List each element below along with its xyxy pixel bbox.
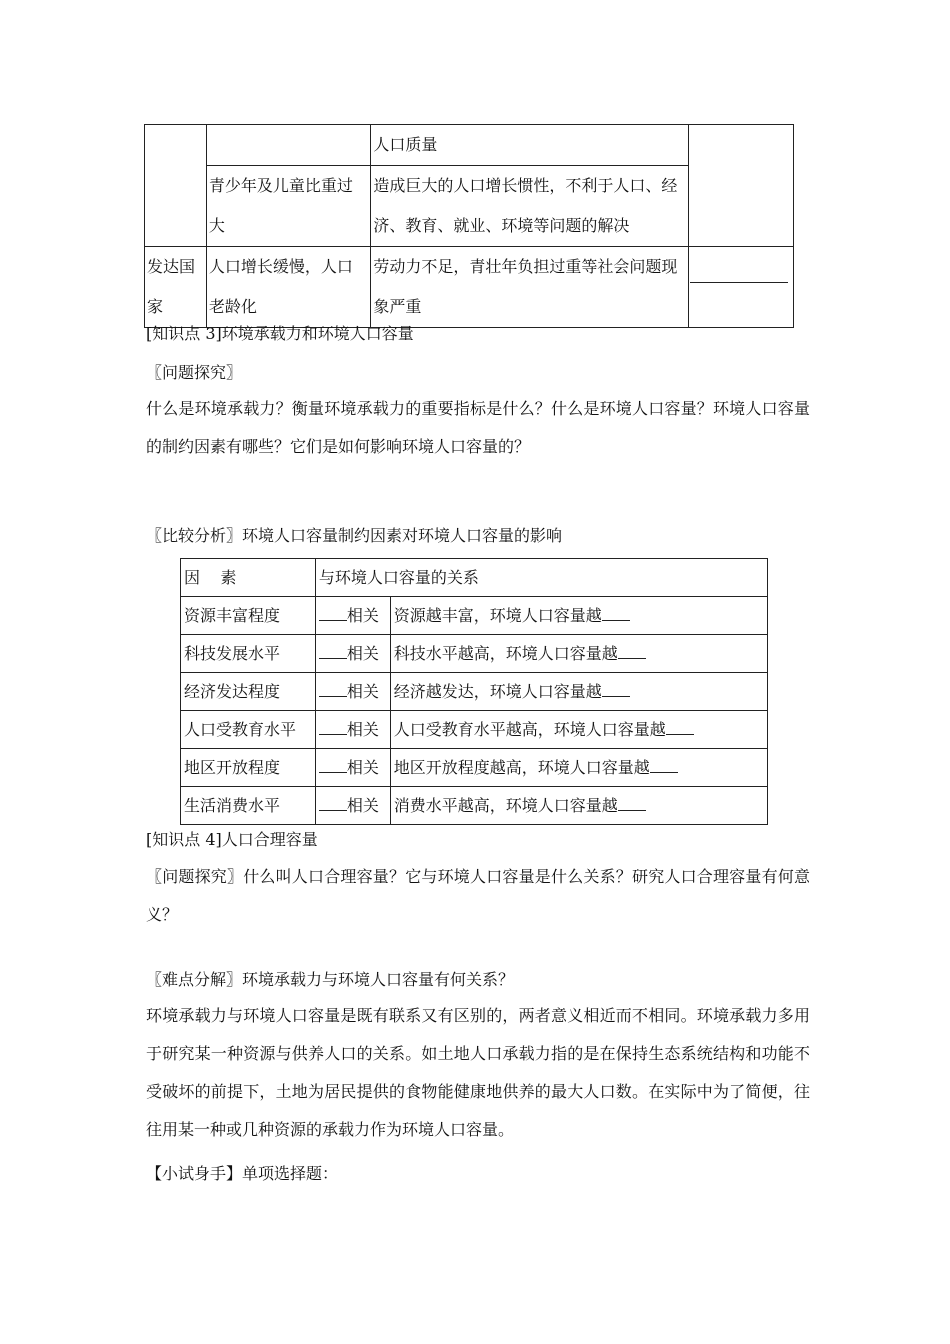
table1-cell: 青少年及儿童比重过大 bbox=[206, 166, 371, 247]
blank-line bbox=[319, 644, 347, 659]
factor-cell: 科技发展水平 bbox=[181, 635, 316, 673]
correlation-cell: 相关 bbox=[315, 749, 390, 787]
section3-inquiry-text: 什么是环境承载力？衡量环境承载力的重要指标是什么？什么是环境人口容量？环境人口容量的制约因素有哪些？它们是如何影响环境人口容量的？ bbox=[146, 399, 810, 456]
blank-line bbox=[319, 682, 347, 697]
correlation-cell: 相关 bbox=[315, 787, 390, 825]
practice-title: 【小试身手】单项选择题： bbox=[146, 1164, 339, 1183]
table1-cell: 人口质量 bbox=[371, 125, 689, 166]
table1-cell: 人口增长缓慢，人口老龄化 bbox=[206, 247, 371, 328]
difficulty-text: 环境承载力与环境人口容量是既有联系又有区别的，两者意义相近而不相同。环境承载力多用于研究某一种资源与供养人口的关系。如土地人口承载力指的是在保持生态系统结构和功能不受破坏的前提下，土地为居民提供的食物能健康地供养的最大人口数。在实际中为了简便，往往用某一种或几种资源的承载力作为环境人口容量。 bbox=[146, 1006, 810, 1139]
description-cell: 经济越发达，环境人口容量越 bbox=[390, 673, 767, 711]
table1-empty-cell bbox=[689, 125, 794, 247]
blank-line bbox=[319, 758, 347, 773]
table2-header-relation: 与环境人口容量的关系 bbox=[315, 559, 767, 597]
table1-cell: 造成巨大的人口增长惯性，不利于人口、经济、教育、就业、环境等问题的解决 bbox=[371, 166, 689, 247]
blank-line bbox=[650, 758, 678, 773]
table1-cell: 劳动力不足，青壮年负担过重等社会问题现象严重 bbox=[371, 247, 689, 328]
table2-header-factor: 因 素 bbox=[181, 559, 316, 597]
section4-inquiry-text: 〖问题探究〗什么叫人口合理容量？它与环境人口容量是什么关系？研究人口合理容量有何意义？ bbox=[146, 867, 810, 924]
blank-line bbox=[602, 682, 630, 697]
factor-cell: 资源丰富程度 bbox=[181, 597, 316, 635]
description-cell: 地区开放程度越高，环境人口容量越 bbox=[390, 749, 767, 787]
description-cell: 资源越丰富，环境人口容量越 bbox=[390, 597, 767, 635]
section3-title: [知识点 3]环境承载力和环境人口容量 bbox=[146, 324, 414, 343]
blank-line bbox=[319, 720, 347, 735]
factor-cell: 人口受教育水平 bbox=[181, 711, 316, 749]
factor-cell: 生活消费水平 bbox=[181, 787, 316, 825]
blank-line bbox=[666, 720, 694, 735]
section4-title: [知识点 4]人口合理容量 bbox=[146, 830, 318, 849]
capacity-factors-table bbox=[180, 558, 768, 825]
blank-line bbox=[618, 796, 646, 811]
population-problems-table bbox=[144, 124, 794, 328]
compare-title: 〖比较分析〗环境人口容量制约因素对环境人口容量的影响 bbox=[146, 526, 563, 545]
factor-cell: 经济发达程度 bbox=[181, 673, 316, 711]
table1-empty-cell bbox=[689, 247, 794, 328]
description-cell: 消费水平越高，环境人口容量越 bbox=[390, 787, 767, 825]
factor-cell: 地区开放程度 bbox=[181, 749, 316, 787]
correlation-cell: 相关 bbox=[315, 635, 390, 673]
correlation-cell: 相关 bbox=[315, 673, 390, 711]
difficulty-title: 〖难点分解〗环境承载力与环境人口容量有何关系？ bbox=[146, 970, 515, 989]
description-cell: 人口受教育水平越高，环境人口容量越 bbox=[390, 711, 767, 749]
blank-line bbox=[602, 606, 630, 621]
table1-empty-cell bbox=[145, 125, 207, 247]
description-cell: 科技水平越高，环境人口容量越 bbox=[390, 635, 767, 673]
section3-inquiry-label: 〖问题探究〗 bbox=[146, 363, 243, 382]
blank-line bbox=[319, 606, 347, 621]
correlation-cell: 相关 bbox=[315, 711, 390, 749]
table1-empty-cell bbox=[206, 125, 371, 166]
correlation-cell: 相关 bbox=[315, 597, 390, 635]
table1-divider bbox=[690, 282, 788, 283]
blank-line bbox=[618, 644, 646, 659]
blank-line bbox=[319, 796, 347, 811]
table1-cell: 发达国家 bbox=[145, 247, 207, 328]
